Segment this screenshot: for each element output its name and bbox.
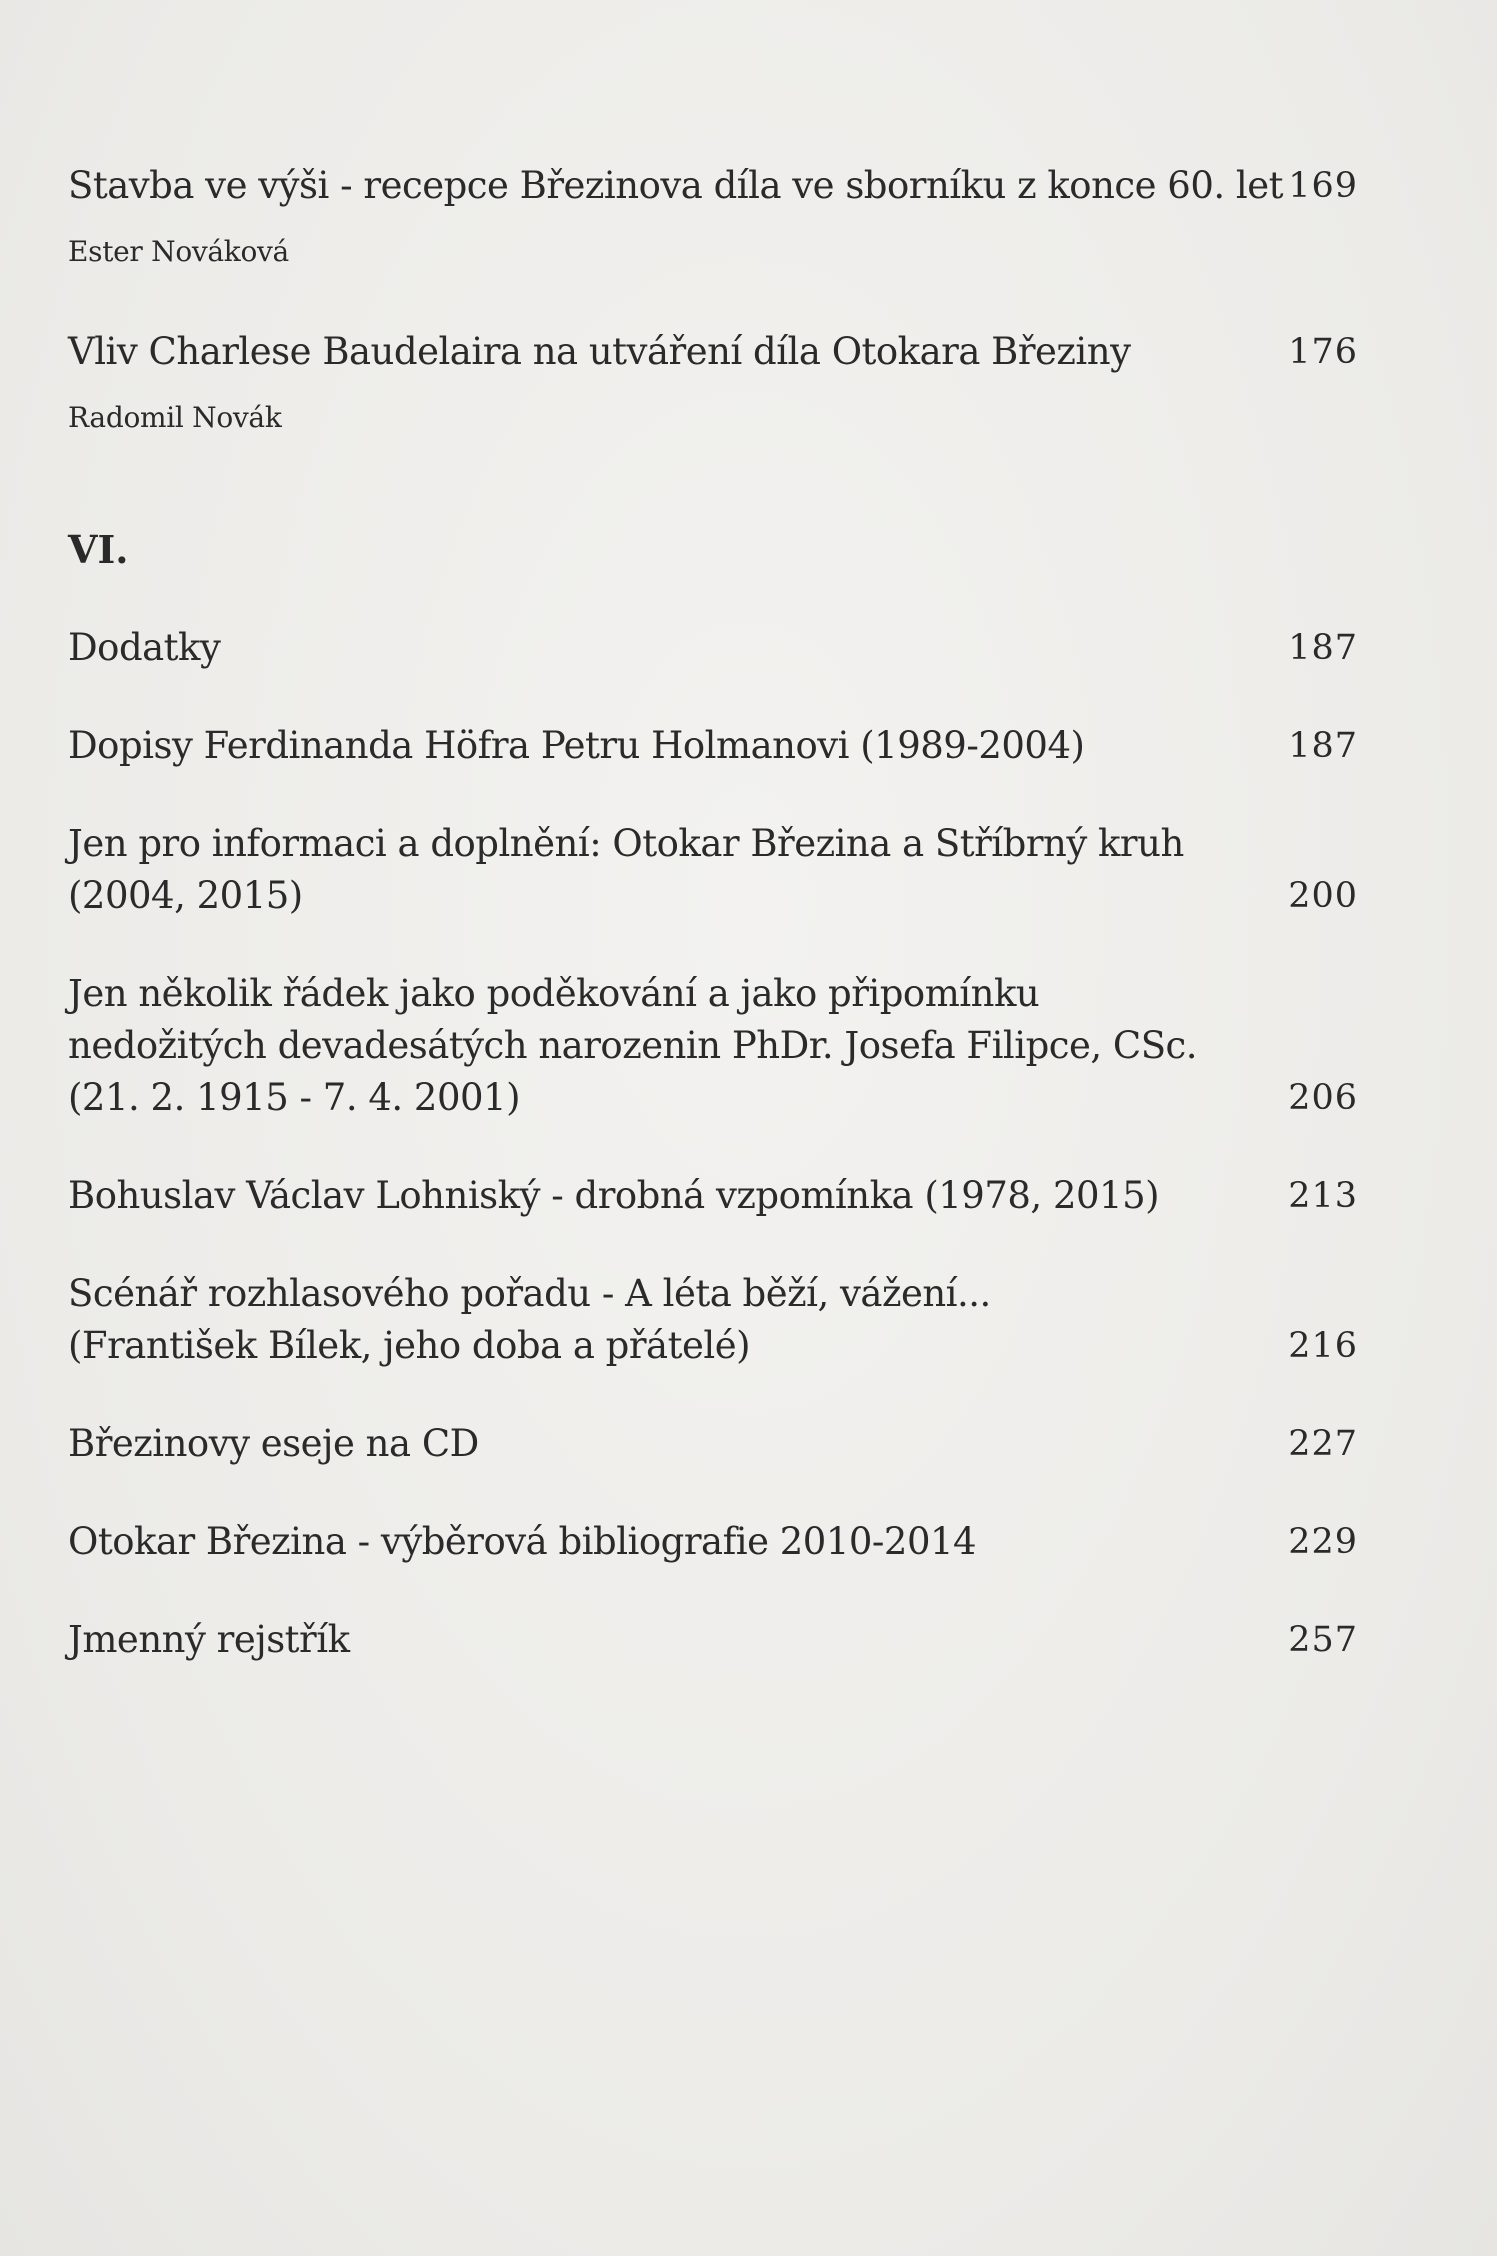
toc-page-number: 187 [1288,628,1358,668]
toc-entry-dopisy [68,720,1358,772]
toc-entry-vliv [68,326,1358,378]
toc-entry-title: Vliv Charlese Baudelaira na utváření díla Otokara Březiny [68,330,1131,373]
toc-page-number: 257 [1288,1620,1358,1660]
toc-entry-title-block [68,1614,1208,1666]
toc-entry-title: Dopisy Ferdinanda Höfra Petru Holmanovi (1989-2004) [68,724,1085,767]
toc-entry-title-block [68,622,1208,674]
toc-entry-stavba [68,160,1358,212]
toc-entry-title-block [68,160,1283,212]
toc-entry-title-block [68,1418,1208,1470]
toc-page-number: 176 [1288,332,1358,372]
toc-entry-title-line: Scénář rozhlasového pořadu - A léta běží, vážení... [68,1272,991,1315]
table-of-contents [68,160,1358,1666]
toc-entry-title-block [68,1170,1208,1222]
toc-entry-title-line: Jen několik řádek jako poděkování a jako připomínku [68,972,1040,1015]
section-heading: VI. [68,527,129,572]
toc-entry-title-line: nedožitých devadesátých narozenin PhDr. Josefa Filipce, CSc. [68,1024,1198,1067]
toc-page-number: 229 [1288,1522,1358,1562]
toc-page-number: 187 [1288,726,1358,766]
toc-entry-title-block [68,1268,1208,1372]
toc-entry-title: Dodatky [68,626,221,669]
toc-entry-title: Bohuslav Václav Lohniský - drobná vzpomínka (1978, 2015) [68,1174,1160,1217]
toc-entry-title-line: Jen pro informaci a doplnění: Otokar Březina a Stříbrný kruh [68,822,1184,865]
toc-entry-title-block [68,968,1208,1124]
toc-page-number: 213 [1288,1176,1358,1216]
toc-entry-title-line: (František Bílek, jeho doba a přátelé) [68,1324,751,1367]
toc-entry-author: Radomil Novák [68,401,282,434]
toc-entry-title: Stavba ve výši - recepce Březinova díla ve sborníku z konce 60. let [68,164,1283,207]
toc-entry-title: Jmenný rejstřík [68,1618,350,1661]
toc-entry-dodatky [68,622,1358,674]
toc-page-number: 206 [1288,1078,1358,1118]
toc-entry-title-block [68,818,1208,922]
toc-page-number: 169 [1288,166,1358,206]
toc-entry-bibliografie [68,1516,1358,1568]
toc-page-number: 227 [1288,1424,1358,1464]
toc-page-number: 200 [1288,876,1358,916]
toc-entry-title-line: (2004, 2015) [68,874,303,917]
toc-entry-title-line: (21. 2. 1915 - 7. 4. 2001) [68,1076,521,1119]
toc-entry-title-block [68,720,1208,772]
toc-page-number: 216 [1288,1326,1358,1366]
toc-entry-title-block [68,326,1208,378]
toc-entry-jen-nekolik-radek [68,968,1358,1124]
toc-entry-title: Otokar Březina - výběrová bibliografie 2010-2014 [68,1520,977,1563]
toc-entry-jen-pro-informaci [68,818,1358,922]
toc-entry-eseje-cd [68,1418,1358,1470]
toc-entry-rejstrik [68,1614,1358,1666]
toc-entry-title-block [68,1516,1208,1568]
toc-entry-title: Březinovy eseje na CD [68,1422,479,1465]
toc-entry-lohnisky [68,1170,1358,1222]
toc-entry-author: Ester Nováková [68,235,289,268]
toc-entry-scenar [68,1268,1358,1372]
